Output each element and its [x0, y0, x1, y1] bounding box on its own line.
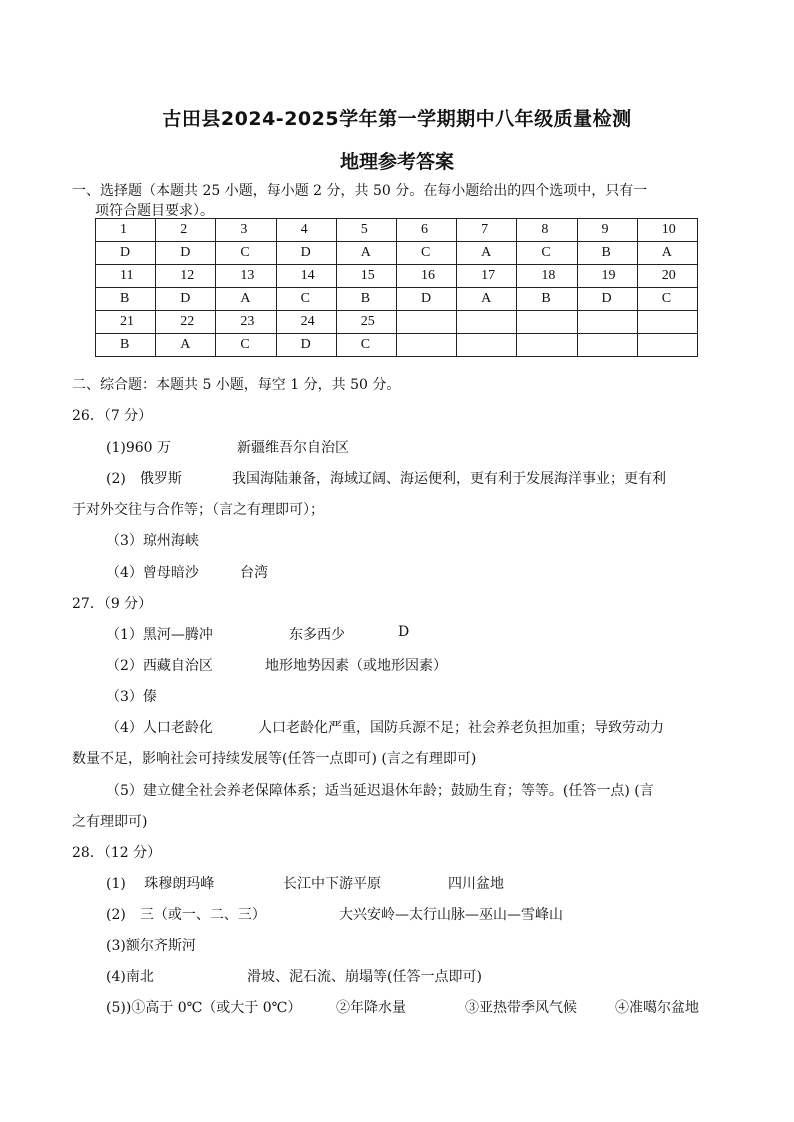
table-cell: A	[637, 242, 697, 265]
table-cell: C	[216, 334, 276, 357]
table-cell: D	[577, 288, 637, 311]
q27-answer-4c: 数量不足，影响社会可持续发展等(任答一点即可) (言之有理即可)	[72, 751, 477, 767]
table-row	[96, 219, 698, 242]
table-cell: 15	[336, 265, 396, 288]
table-cell	[457, 334, 517, 357]
q26-answer-2b: 我国海陆兼备，海域辽阔、海运便利，更有利于发展海洋事业；更有利	[232, 471, 666, 487]
q27-answer-2: （2）西藏自治区	[106, 658, 213, 674]
table-cell: 8	[517, 219, 577, 242]
table-cell: 24	[276, 311, 336, 334]
q26-answer-2c: 于对外交往与合作等；（言之有理即可）；	[72, 502, 324, 518]
table-cell: 5	[336, 219, 396, 242]
table-cell: D	[396, 288, 456, 311]
table-cell: D	[276, 334, 336, 357]
table-cell: 2	[156, 219, 216, 242]
table-cell: 13	[216, 265, 276, 288]
document-title: 古田县2024-2025学年第一学期期中八年级质量检测	[162, 108, 632, 130]
table-cell: 23	[216, 311, 276, 334]
document-subtitle: 地理参考答案	[339, 151, 454, 173]
table-cell	[637, 311, 697, 334]
table-cell: C	[517, 242, 577, 265]
q28-answer-4: (4)南北	[106, 969, 154, 985]
q27-answer-3: （3）傣	[106, 689, 157, 705]
table-row	[96, 265, 698, 288]
table-row	[96, 288, 698, 311]
table-cell: D	[156, 288, 216, 311]
table-cell	[577, 311, 637, 334]
table-cell: 16	[396, 265, 456, 288]
table-cell: D	[276, 242, 336, 265]
q28-answer-3: (3)额尔齐斯河	[106, 938, 196, 954]
table-cell: 6	[396, 219, 456, 242]
q28-answer-1: (1) 珠穆朗玛峰	[106, 876, 215, 892]
table-cell: B	[336, 288, 396, 311]
table-cell	[396, 311, 456, 334]
table-cell: 22	[156, 311, 216, 334]
table-cell	[457, 311, 517, 334]
q26-heading: 26．（7 分）	[72, 408, 153, 424]
part2-instruction: 二、综合题：本题共 5 小题，每空 1 分，共 50 分。	[72, 377, 401, 393]
q28-answer-4b: 滑坡、泥石流、崩塌等(任答一点即可)	[247, 969, 482, 985]
q28-answer-5b: ②年降水量	[336, 1000, 406, 1016]
table-cell: 4	[276, 219, 336, 242]
table-cell	[577, 334, 637, 357]
table-cell: D	[96, 242, 156, 265]
table-cell: 21	[96, 311, 156, 334]
q26-answer-1: (1)960 万	[106, 440, 172, 456]
table-cell: A	[457, 288, 517, 311]
q27-answer-1b: 东多西少	[289, 627, 345, 643]
table-cell: D	[156, 242, 216, 265]
q27-heading: 27．（9 分）	[72, 596, 153, 612]
table-cell: 19	[577, 265, 637, 288]
table-cell: 12	[156, 265, 216, 288]
table-cell: 10	[637, 219, 697, 242]
table-cell: A	[156, 334, 216, 357]
q28-answer-1c: 四川盆地	[448, 876, 504, 892]
q26-answer-3: （3）琼州海峡	[106, 533, 199, 549]
q27-answer-2b: 地形地势因素（或地形因素）	[265, 658, 447, 674]
q26-answer-1b: 新疆维吾尔自治区	[237, 440, 349, 456]
q27-answer-4: （4）人口老龄化	[106, 720, 213, 736]
table-cell: B	[96, 288, 156, 311]
part1-instruction-line1: 一、选择题（本题共 25 小题，每小题 2 分，共 50 分。在每小题给出的四个选项中，只有一	[72, 183, 648, 199]
table-cell	[396, 334, 456, 357]
table-cell: A	[457, 242, 517, 265]
table-cell: 3	[216, 219, 276, 242]
table-cell: A	[216, 288, 276, 311]
table-cell: 14	[276, 265, 336, 288]
table-cell: 9	[577, 219, 637, 242]
q27-answer-5b: 之有理即可)	[72, 814, 148, 830]
table-cell: 11	[96, 265, 156, 288]
q26-answer-2: (2) 俄罗斯	[106, 471, 182, 487]
table-cell: 1	[96, 219, 156, 242]
table-cell: 18	[517, 265, 577, 288]
q26-answer-4b: 台湾	[240, 565, 268, 581]
q28-answer-2b: 大兴安岭—太行山脉—巫山—雪峰山	[339, 907, 563, 923]
table-row	[96, 334, 698, 357]
table-cell: C	[336, 334, 396, 357]
q27-answer-5: （5）建立健全社会养老保障体系；适当延迟退休年龄；鼓励生育；等等。(任答一点) (言	[106, 783, 654, 799]
table-cell: 25	[336, 311, 396, 334]
table-cell: A	[336, 242, 396, 265]
part1-instruction-line2: 项符合题目要求）。	[95, 203, 214, 219]
table-cell: C	[396, 242, 456, 265]
q28-answer-1b: 长江中下游平原	[283, 876, 381, 892]
table-cell: 20	[637, 265, 697, 288]
q27-answer-1: （1）黑河—腾冲	[106, 627, 213, 643]
q27-answer-1c: D	[398, 624, 410, 640]
q27-answer-4b: 人口老龄化严重，国防兵源不足；社会养老负担加重；导致劳动力	[258, 720, 664, 736]
table-row	[96, 311, 698, 334]
table-cell: 7	[457, 219, 517, 242]
q28-heading: 28．（12 分）	[72, 845, 162, 861]
table-cell	[637, 334, 697, 357]
q28-answer-5c: ③亚热带季风气候	[465, 1000, 577, 1016]
table-cell: C	[637, 288, 697, 311]
table-cell: C	[216, 242, 276, 265]
q28-answer-5: (5))①高于 0℃（或大于 0℃）	[106, 1000, 302, 1016]
table-cell	[517, 311, 577, 334]
table-cell: B	[96, 334, 156, 357]
q26-answer-4: （4）曾母暗沙	[106, 565, 199, 581]
table-cell	[517, 334, 577, 357]
table-cell: 17	[457, 265, 517, 288]
table-cell: B	[517, 288, 577, 311]
q28-answer-5d: ④准噶尔盆地	[615, 1000, 699, 1016]
table-cell: B	[577, 242, 637, 265]
q28-answer-2: (2) 三（或一、二、三）	[106, 907, 266, 923]
answer-table	[95, 218, 698, 357]
table-cell: C	[276, 288, 336, 311]
table-row	[96, 242, 698, 265]
